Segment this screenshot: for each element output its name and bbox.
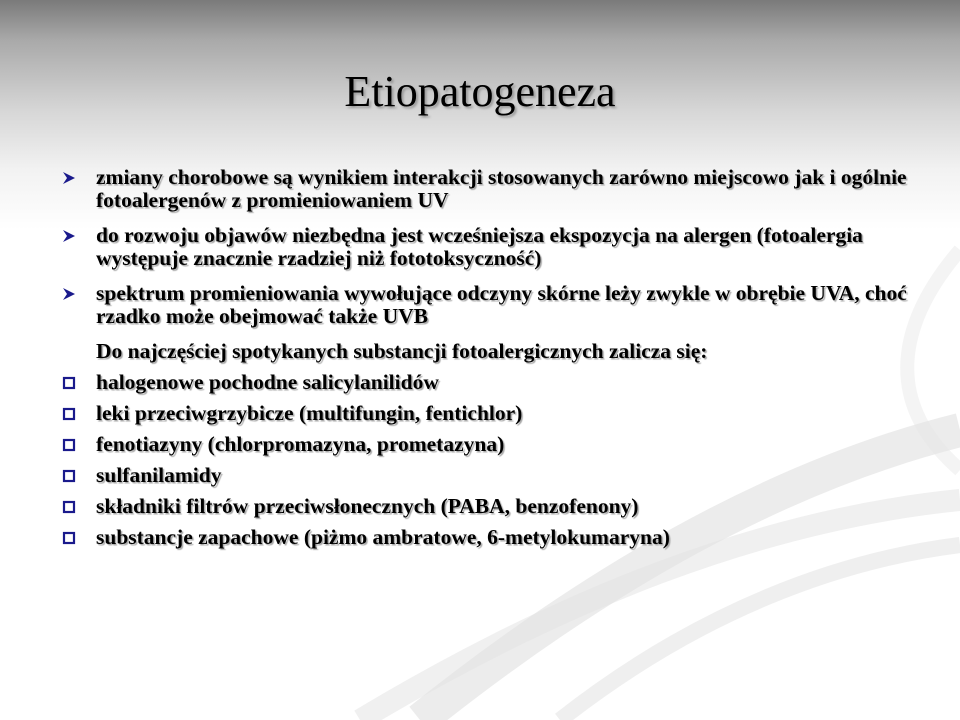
slide-title: Etiopatogeneza	[344, 67, 616, 116]
list-item	[62, 224, 912, 270]
hollow-square-bullet-icon	[62, 376, 76, 390]
slide-body	[62, 166, 912, 557]
list-item-text: substancje zapachowe (piżmo ambratowe, 6-metylokumaryna)	[96, 525, 670, 549]
arrowhead-bullet-icon	[62, 229, 76, 243]
list-item	[62, 495, 912, 518]
list-item-text: fenotiazyny (chlorpromazyna, prometazyna)	[96, 432, 505, 456]
list-item-text: składniki filtrów przeciwsłonecznych (PABA, benzofenony)	[96, 494, 639, 518]
list-item	[62, 433, 912, 456]
list-item	[62, 371, 912, 394]
list-item-text: spektrum promieniowania wywołujące odczyny skórne leży zwykle w obrębie UVA, choć rzadko może obejmować także UVB	[96, 281, 907, 328]
arrowhead-bullet-icon	[62, 287, 76, 301]
hollow-square-bullet-icon	[62, 500, 76, 514]
list-item-text: leki przeciwgrzybicze (multifungin, fentichlor)	[96, 401, 523, 425]
list-item	[62, 464, 912, 487]
hollow-square-bullet-icon	[62, 469, 76, 483]
list-item-text: halogenowe pochodne salicylanilidów	[96, 370, 439, 394]
list-item	[62, 526, 912, 549]
list-item-text: zmiany chorobowe są wynikiem interakcji stosowanych zarówno miejscowo jak i ogólnie fotoalergenów z promieniowaniem UV	[96, 165, 907, 212]
list-item-text: do rozwoju objawów niezbędna jest wcześniejsza ekspozycja na alergen (fotoalergia występuje znacznie rzadziej niż fototoksyczność)	[96, 223, 863, 270]
arrowhead-bullet-icon	[62, 171, 76, 185]
hollow-square-bullet-icon	[62, 531, 76, 545]
list-item-text: sulfanilamidy	[96, 463, 222, 487]
hollow-square-bullet-icon	[62, 438, 76, 452]
list-item	[62, 166, 912, 212]
list-item	[62, 402, 912, 425]
hollow-square-bullet-icon	[62, 407, 76, 421]
section-note: Do najczęściej spotykanych substancji fotoalergicznych zalicza się:	[96, 339, 708, 363]
list-item	[62, 282, 912, 328]
